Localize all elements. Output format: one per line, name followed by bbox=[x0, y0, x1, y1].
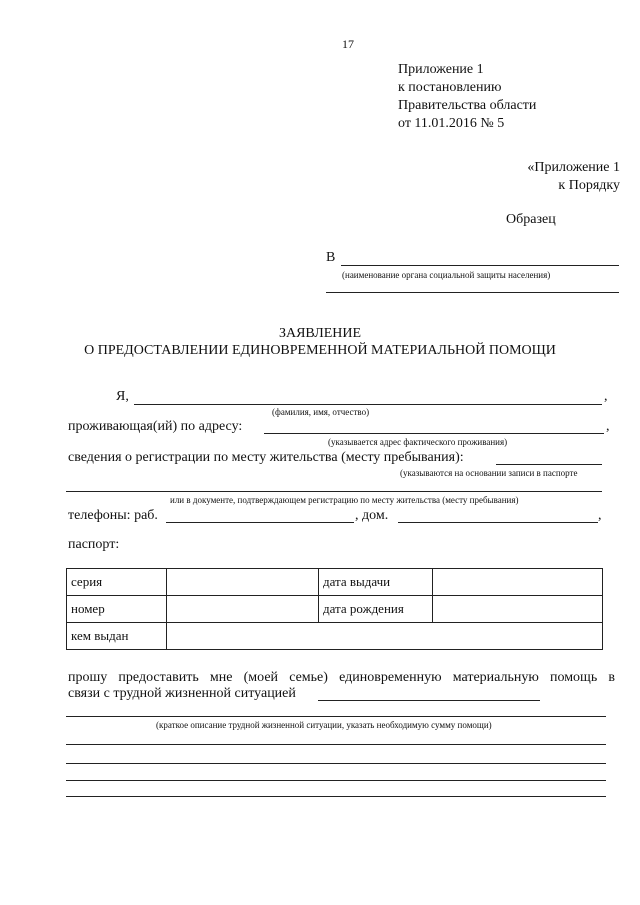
sample-label: Образец bbox=[506, 212, 556, 227]
passport-label: паспорт: bbox=[68, 537, 120, 552]
registration-caption-1: (указываются на основании записи в паспорте bbox=[400, 468, 578, 478]
passport-table bbox=[66, 568, 603, 650]
recipient-line[interactable] bbox=[341, 265, 619, 266]
situation-line-4[interactable] bbox=[66, 780, 606, 781]
fio-field[interactable] bbox=[134, 404, 602, 405]
table-row bbox=[67, 596, 603, 623]
table-row bbox=[67, 569, 603, 596]
table-row bbox=[67, 623, 603, 650]
phones-label: телефоны: раб. bbox=[68, 508, 158, 523]
recipient-caption: (наименование органа социальной защиты населения) bbox=[342, 270, 551, 280]
situation-line-5[interactable] bbox=[66, 796, 606, 797]
address-comma: , bbox=[606, 419, 610, 434]
series-field[interactable] bbox=[167, 569, 319, 596]
header-line-1: Приложение 1 bbox=[398, 62, 484, 77]
phones-comma: , bbox=[598, 508, 602, 523]
birth-date-field[interactable] bbox=[433, 596, 603, 623]
home-phone-field[interactable] bbox=[398, 522, 598, 523]
address-field[interactable] bbox=[264, 433, 604, 434]
issue-date-label: дата выдачи bbox=[319, 569, 433, 596]
birth-date-label: дата рождения bbox=[319, 596, 433, 623]
issued-by-label: кем выдан bbox=[67, 623, 167, 650]
home-phone-label: , дом. bbox=[355, 508, 389, 523]
fio-caption: (фамилия, имя, отчество) bbox=[272, 407, 370, 417]
i-label: Я, bbox=[116, 389, 129, 404]
recipient-line-2[interactable] bbox=[326, 292, 619, 293]
situation-line-2[interactable] bbox=[66, 744, 606, 745]
header-line-3: Правительства области bbox=[398, 98, 537, 113]
registration-field[interactable] bbox=[496, 464, 602, 465]
issued-by-field[interactable] bbox=[167, 623, 603, 650]
header-line-2: к постановлению bbox=[398, 80, 502, 95]
document-subtitle: О ПРЕДОСТАВЛЕНИИ ЕДИНОВРЕМЕННОЙ МАТЕРИАЛЬНОЙ ПОМОЩИ bbox=[84, 343, 556, 358]
address-caption: (указывается адрес фактического проживания) bbox=[328, 437, 508, 447]
registration-field-2[interactable] bbox=[66, 491, 602, 492]
issue-date-field[interactable] bbox=[433, 569, 603, 596]
page-number: 17 bbox=[342, 37, 354, 51]
number-label: номер bbox=[67, 596, 167, 623]
recipient-prefix: В bbox=[326, 250, 336, 265]
annex-line-2: к Порядку bbox=[558, 178, 620, 193]
situation-caption: (краткое описание трудной жизненной ситуации, указать необходимую сумму помощи) bbox=[156, 720, 492, 730]
registration-caption-2: или в документе, подтверждающем регистрацию по месту жительства (месту пребывания) bbox=[170, 495, 519, 505]
number-field[interactable] bbox=[167, 596, 319, 623]
address-label: проживающая(ий) по адресу: bbox=[68, 419, 243, 434]
situation-line-1[interactable] bbox=[66, 716, 606, 717]
registration-label: сведения о регистрации по месту жительства (месту пребывания): bbox=[68, 450, 464, 465]
annex-line-1: «Приложение 1 bbox=[527, 160, 620, 175]
situation-field[interactable] bbox=[318, 700, 540, 701]
work-phone-field[interactable] bbox=[166, 522, 354, 523]
request-line-2: связи с трудной жизненной ситуацией bbox=[68, 686, 296, 701]
situation-line-3[interactable] bbox=[66, 763, 606, 764]
series-label: серия bbox=[67, 569, 167, 596]
header-line-4: от 11.01.2016 № 5 bbox=[398, 116, 505, 131]
document-title: ЗАЯВЛЕНИЕ bbox=[278, 326, 362, 341]
fio-comma: , bbox=[604, 389, 608, 404]
request-line-1: прошу предоставить мне (моей семье) единовременную материальную помощь в bbox=[68, 670, 615, 685]
